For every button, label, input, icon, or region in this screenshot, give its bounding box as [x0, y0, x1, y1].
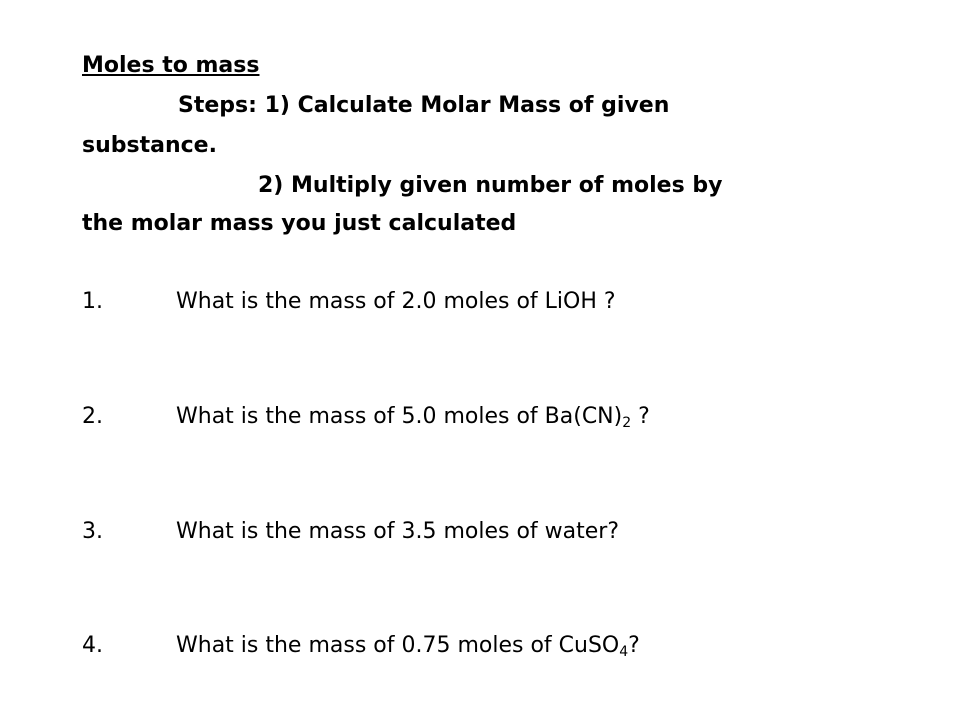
question-number: 1. [82, 289, 103, 314]
step-2-line-2: the molar mass you just calculated [82, 211, 517, 236]
question-text-main: What is the mass of 0.75 moles of CuSO [176, 633, 620, 658]
question-text [176, 403, 650, 431]
question-text-end: ? [628, 633, 640, 658]
question-text [176, 632, 640, 660]
question-text-end: ? [631, 404, 650, 429]
question-text-main: What is the mass of 5.0 moles of Ba(CN) [176, 404, 623, 429]
step-2-line-1: 2) Multiply given number of moles by [258, 173, 723, 198]
question-text: What is the mass of 3.5 moles of water? [176, 519, 620, 544]
chemical-subscript: 2 [622, 415, 632, 431]
question-number: 2. [82, 404, 103, 429]
question-number: 3. [82, 519, 103, 544]
question-number: 4. [82, 633, 103, 658]
chemical-subscript: 4 [619, 644, 629, 660]
page-title: Moles to mass [82, 53, 260, 78]
step-1-line-2: substance. [82, 133, 217, 158]
step-1-line-1: Steps: 1) Calculate Molar Mass of given [178, 93, 670, 118]
question-text: What is the mass of 2.0 moles of LiOH ? [176, 289, 616, 314]
